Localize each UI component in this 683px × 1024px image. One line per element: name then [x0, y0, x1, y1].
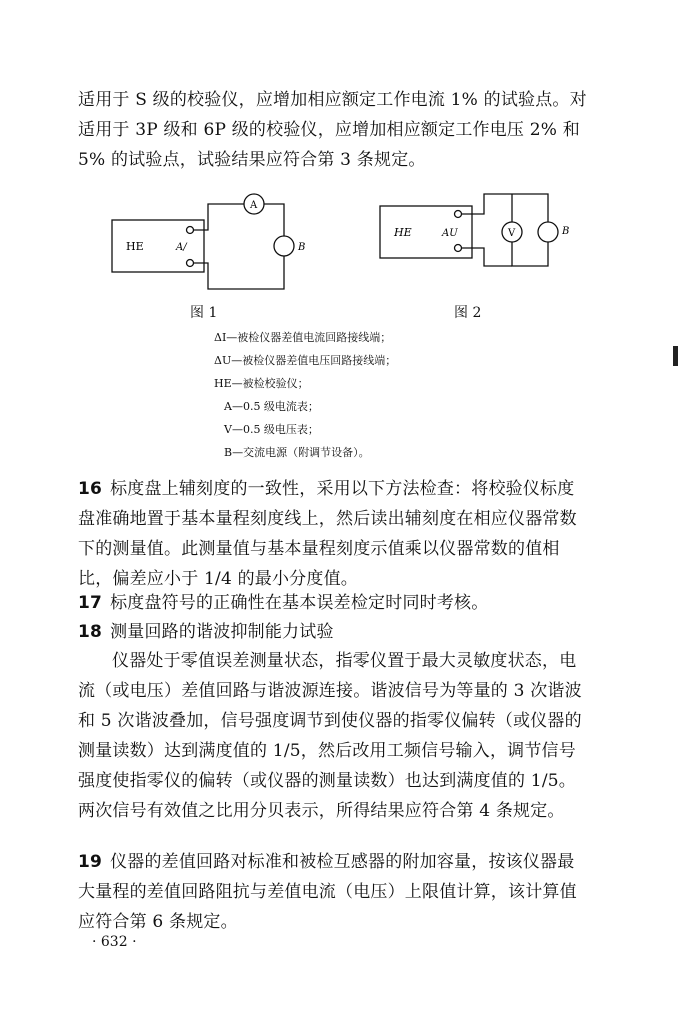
fig2-meter-label: V: [508, 228, 516, 239]
paragraph-17: [78, 588, 590, 618]
fig2-box-label: HE: [394, 226, 412, 239]
fig1-source-label: B: [298, 242, 306, 253]
fig1-source-icon: [274, 236, 294, 256]
page-number: · 632 ·: [92, 934, 137, 950]
figure-2-caption: 图 2: [454, 305, 482, 321]
clause-title: 测量回路的谐波抑制能力试验: [110, 622, 334, 642]
circuit-diagrams: [100, 184, 600, 324]
fig1-box-label: HE: [126, 240, 144, 253]
figure-1-caption: 图 1: [190, 305, 218, 321]
fig2-terminal-bottom: [455, 245, 462, 252]
paragraph-19: [78, 847, 590, 937]
legend-item: V—0.5 级电压表；: [224, 423, 319, 436]
clause-number: 16: [78, 479, 103, 499]
clause-text: 标度盘上辅刻度的一致性，采用以下方法检查：将校验仪标度盘准确地置于基本量程刻度线上，然后读出辅刻度在相应仪器常数下的测量值。此测量值与基本量程刻度示值乘以仪器常数的值相比，偏差应小于 1/4 的最小分度值。: [78, 479, 577, 589]
legend-item: ΔI—被检仪器差值电流回路接线端；: [214, 331, 392, 344]
legend-item: ΔU—被检仪器差值电压回路接线端；: [214, 354, 397, 367]
figures-area: [100, 184, 600, 324]
fig2-terminal-label: AU: [442, 228, 458, 239]
legend-item: A—0.5 级电流表；: [224, 400, 319, 413]
legend-item: B—交流电源（附调节设备）。: [224, 446, 370, 459]
legend-item: HE—被检校验仪；: [214, 377, 309, 390]
clause-number: 17: [78, 593, 103, 613]
paragraph-18-body: 仪器处于零值误差测量状态，指零仪置于最大灵敏度状态，电流（或电压）差值回路与谐波源连接。谐波信号为等量的 3 次谐波和 5 次谐波叠加，信号强度调节到使仪器的指零仪偏转（或仪器的测量读数）达到满度值的 1/5，然后改用工频信号输入，调节信号强度使指零仪的偏转（或仪器的测量读数）也达到满度值的 1/5。两次信号有效值之比用分贝表示，所得结果应符合第 4 条规定。: [78, 651, 582, 821]
fig2-terminal-top: [455, 211, 462, 218]
paragraph-16: [78, 474, 590, 594]
clause-text: 仪器的差值回路对标准和被检互感器的附加容量，按该仪器最大量程的差值回路阻抗与差值电流（电压）上限值计算，该计算值应符合第 6 条规定。: [78, 852, 577, 932]
fig1-terminal-bottom: [187, 260, 194, 267]
clause-text: 标度盘符号的正确性在基本误差检定时同时考核。: [110, 593, 489, 613]
page-edge-mark: [673, 346, 678, 366]
fig1-terminal-top: [187, 227, 194, 234]
clause-number: 19: [78, 852, 103, 872]
fig1-meter-label: A: [250, 200, 258, 211]
paragraph-18-title: [78, 617, 590, 647]
fig1-terminal-label: A/: [176, 242, 187, 253]
paragraph-intro: 适用于 S 级的校验仪，应增加相应额定工作电流 1% 的试验点。对适用于 3P 级和 6P 级的校验仪，应增加相应额定工作电压 2% 和 5% 的试验点，试验结果应符合第 3 条规定。: [78, 90, 587, 170]
clause-number: 18: [78, 622, 103, 642]
fig2-source-icon: [538, 222, 558, 242]
figure-legend: [214, 326, 396, 464]
fig2-source-label: B: [562, 226, 570, 237]
